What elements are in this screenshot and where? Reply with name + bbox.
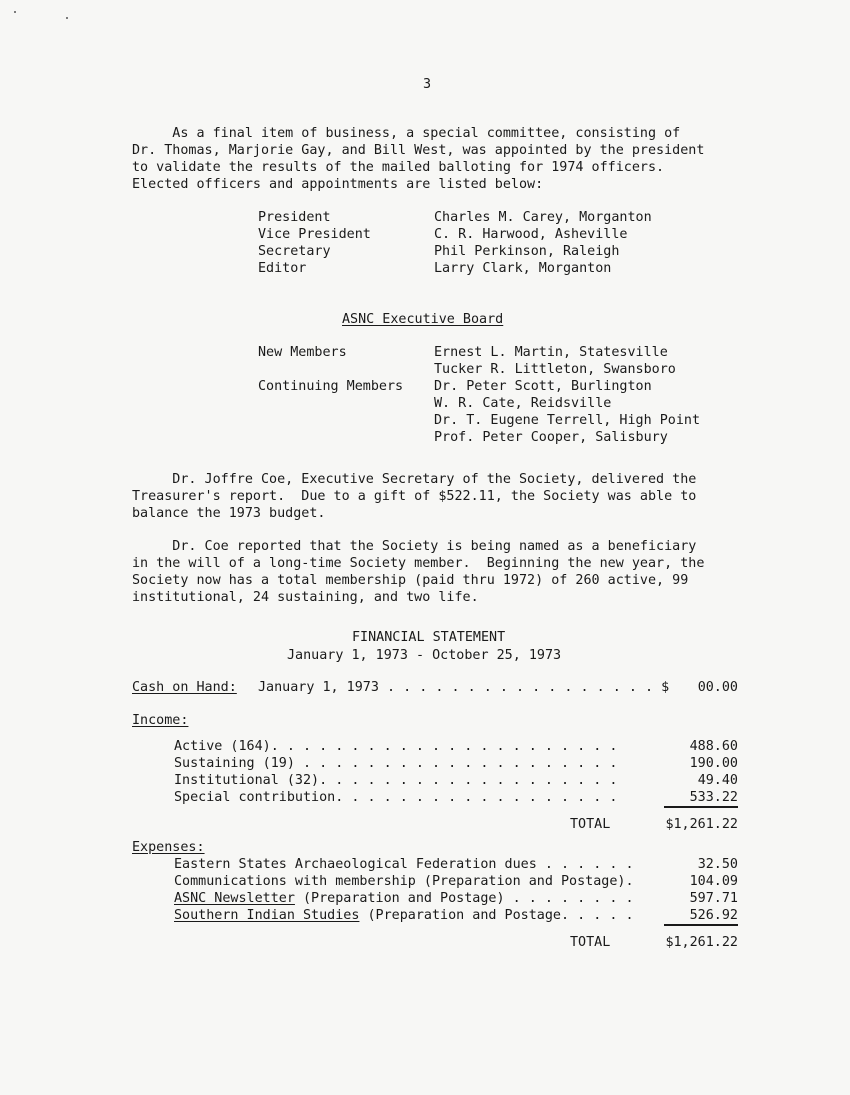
paragraph-line: institutional, 24 sustaining, and two life. bbox=[132, 590, 479, 605]
paragraph-line: Dr. Thomas, Marjorie Gay, and Bill West, was appointed by the president bbox=[132, 143, 705, 158]
officer-role: Vice President bbox=[258, 227, 371, 242]
income-amount: 488.60 bbox=[689, 739, 738, 754]
expenses-total: $1,261.22 bbox=[665, 935, 738, 950]
officer-name: C. R. Harwood, Asheville bbox=[434, 227, 628, 242]
cash-amount: 00.00 bbox=[697, 680, 738, 695]
expense-publication-title: ASNC Newsletter bbox=[174, 891, 295, 906]
income-total-label: TOTAL bbox=[570, 817, 611, 832]
expense-item bbox=[174, 890, 634, 907]
officer-role: Secretary bbox=[258, 244, 331, 259]
scan-mark bbox=[14, 11, 16, 13]
board-member: W. R. Cate, Reidsville bbox=[434, 396, 612, 411]
income-item: Active (164). . . . . . . . . . . . . . . . . . . . . . bbox=[174, 739, 618, 754]
income-total: $1,261.22 bbox=[665, 817, 738, 832]
expense-text: (Preparation and Postage. . . . . bbox=[359, 908, 634, 923]
expenses-total-rule bbox=[664, 924, 738, 926]
expense-item bbox=[174, 907, 634, 924]
paragraph-line: Dr. Joffre Coe, Executive Secretary of the Society, delivered the bbox=[132, 472, 697, 487]
page-number: 3 bbox=[423, 77, 432, 92]
income-amount: 533.22 bbox=[689, 790, 738, 805]
income-amount: 49.40 bbox=[697, 773, 738, 788]
scan-mark bbox=[66, 17, 68, 19]
board-continuing-label: Continuing Members bbox=[258, 379, 404, 394]
income-amount: 190.00 bbox=[689, 756, 738, 771]
paragraph-line: Treasurer's report. Due to a gift of $522.11, the Society was able to bbox=[132, 489, 697, 504]
expense-text: (Preparation and Postage) . . . . . . . . bbox=[294, 891, 634, 906]
expense-text: Communications with membership (Preparation and Postage). bbox=[174, 874, 634, 889]
officer-role: President bbox=[258, 210, 331, 225]
board-new-label: New Members bbox=[258, 345, 347, 360]
income-item: Sustaining (19) . . . . . . . . . . . . . . . . . . . . bbox=[174, 756, 618, 771]
cash-text: January 1, 1973 . . . . . . . . . . . . . . . . . $ bbox=[258, 680, 670, 695]
expense-amount: 32.50 bbox=[697, 857, 738, 872]
expense-item bbox=[174, 856, 634, 873]
paragraph-line: to validate the results of the mailed balloting for 1974 officers. bbox=[132, 160, 665, 175]
board-member: Prof. Peter Cooper, Salisbury bbox=[434, 430, 668, 445]
paragraph-line: Elected officers and appointments are listed below: bbox=[132, 177, 544, 192]
paragraph-line: As a final item of business, a special committee, consisting of bbox=[132, 126, 681, 141]
income-item: Institutional (32). . . . . . . . . . . . . . . . . . . bbox=[174, 773, 618, 788]
expense-text: Eastern States Archaeological Federation dues . . . . . . bbox=[174, 857, 634, 872]
board-member: Ernest L. Martin, Statesville bbox=[434, 345, 668, 360]
paragraph-line: Dr. Coe reported that the Society is being named as a beneficiary bbox=[132, 539, 697, 554]
expense-publication-title: Southern Indian Studies bbox=[174, 908, 360, 923]
expense-amount: 104.09 bbox=[689, 874, 738, 889]
expenses-total-label: TOTAL bbox=[570, 935, 611, 950]
cash-label: Cash on Hand: bbox=[132, 680, 237, 695]
expense-amount: 526.92 bbox=[689, 908, 738, 923]
officer-name: Charles M. Carey, Morganton bbox=[434, 210, 652, 225]
expense-item bbox=[174, 873, 634, 890]
officer-name: Phil Perkinson, Raleigh bbox=[434, 244, 620, 259]
income-item: Special contribution. . . . . . . . . . . . . . . . . . bbox=[174, 790, 618, 805]
paragraph-line: balance the 1973 budget. bbox=[132, 506, 326, 521]
income-label: Income: bbox=[132, 713, 189, 728]
board-member: Tucker R. Littleton, Swansboro bbox=[434, 362, 676, 377]
officer-name: Larry Clark, Morganton bbox=[434, 261, 612, 276]
income-total-rule bbox=[664, 806, 738, 808]
paragraph-line: in the will of a long-time Society member. Beginning the new year, the bbox=[132, 556, 705, 571]
board-member: Dr. Peter Scott, Burlington bbox=[434, 379, 652, 394]
board-member: Dr. T. Eugene Terrell, High Point bbox=[434, 413, 701, 428]
financial-title: FINANCIAL STATEMENT bbox=[352, 630, 506, 645]
paragraph-line: Society now has a total membership (paid thru 1972) of 260 active, 99 bbox=[132, 573, 689, 588]
financial-period: January 1, 1973 - October 25, 1973 bbox=[287, 648, 562, 663]
officer-role: Editor bbox=[258, 261, 307, 276]
board-heading: ASNC Executive Board bbox=[342, 312, 504, 327]
expenses-label: Expenses: bbox=[132, 840, 205, 855]
expense-amount: 597.71 bbox=[689, 891, 738, 906]
